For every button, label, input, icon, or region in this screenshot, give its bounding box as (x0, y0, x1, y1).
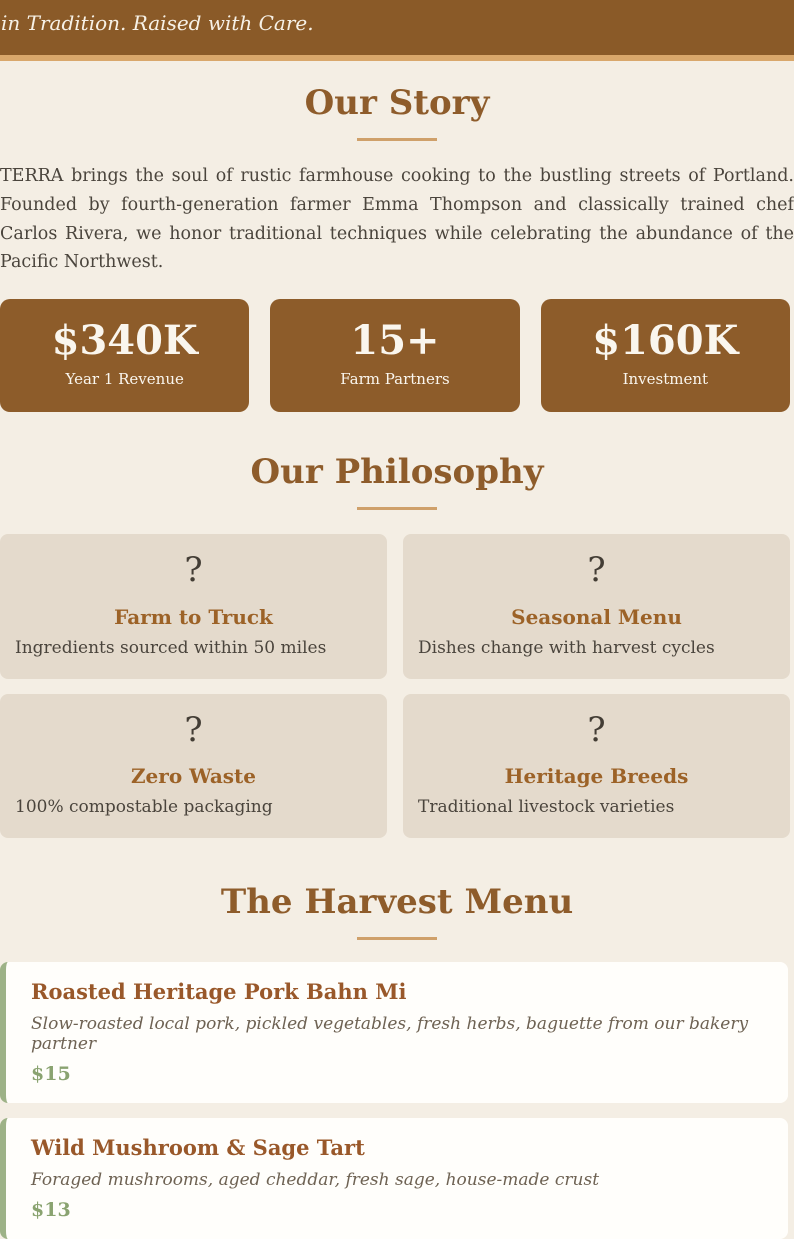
philosophy-card-title: Farm to Truck (114, 604, 273, 629)
stat-card-investment (541, 299, 790, 412)
menu-item-price: $13 (31, 1198, 71, 1221)
stats-row (0, 299, 790, 412)
philosophy-card-heritage-breeds (403, 694, 790, 839)
philosophy-card-title: Seasonal Menu (511, 604, 682, 629)
stat-card-partners (270, 299, 519, 412)
section-divider (357, 507, 437, 510)
brand-tagline: in Tradition. Raised with Care. (1, 11, 314, 35)
menu-item-price: $15 (31, 1062, 71, 1085)
stat-card-revenue (0, 299, 249, 412)
our-philosophy-title: Our Philosophy (250, 452, 544, 493)
story-paragraph: TERRA brings the soul of rustic farmhouse cooking to the bustling streets of Portland. Founded by fourth-generation farmer Emma Thompson and classically trained chef Carlos Rivera, we honor traditional techniques while celebrating the abundance of the Pacific Northwest. (0, 165, 794, 273)
philosophy-card-description: Dishes change with harvest cycles (418, 637, 715, 658)
brand-header (0, 0, 794, 61)
philosophy-card-zero-waste (0, 694, 387, 839)
section-our-philosophy (0, 452, 794, 838)
philosophy-card-description: Traditional livestock varieties (418, 797, 675, 818)
philosophy-card-title: Zero Waste (130, 764, 257, 789)
stat-label: Farm Partners (340, 370, 450, 389)
philosophy-card-title: Heritage Breeds (504, 764, 689, 789)
stat-label: Year 1 Revenue (65, 370, 184, 389)
philosophy-card-farm-to-truck (0, 534, 387, 679)
menu-item-mushroom-tart (0, 1118, 788, 1239)
menu-item-name: Roasted Heritage Pork Bahn Mi (31, 978, 407, 1004)
stat-value: 15+ (350, 317, 440, 365)
placeholder-glyph-icon: ? (184, 550, 203, 591)
stat-value: $160K (592, 317, 739, 365)
placeholder-glyph-icon: ? (587, 709, 606, 750)
section-divider (357, 138, 437, 141)
section-harvest-menu (0, 882, 794, 1239)
our-story-title: Our Story (304, 83, 490, 123)
menu-item-name: Wild Mushroom & Sage Tart (31, 1134, 365, 1160)
placeholder-glyph-icon: ? (184, 709, 203, 750)
placeholder-glyph-icon: ? (587, 550, 606, 591)
philosophy-grid (0, 534, 790, 838)
philosophy-card-description: 100% compostable packaging (15, 797, 273, 818)
stat-value: $340K (51, 317, 198, 365)
section-divider (357, 937, 437, 940)
section-our-story (0, 83, 794, 412)
philosophy-card-description: Ingredients sourced within 50 miles (15, 637, 327, 658)
menu-list (0, 962, 794, 1239)
menu-item-description: Foraged mushrooms, aged cheddar, fresh sage, house-made crust (31, 1169, 600, 1190)
harvest-menu-title: The Harvest Menu (220, 882, 574, 923)
menu-item-description: Slow-roasted local pork, pickled vegetables, fresh herbs, baguette from our bakery partner (31, 1013, 749, 1054)
philosophy-card-seasonal-menu (403, 534, 790, 679)
stat-label: Investment (622, 370, 709, 389)
menu-item-pork-bahn-mi (0, 962, 788, 1103)
